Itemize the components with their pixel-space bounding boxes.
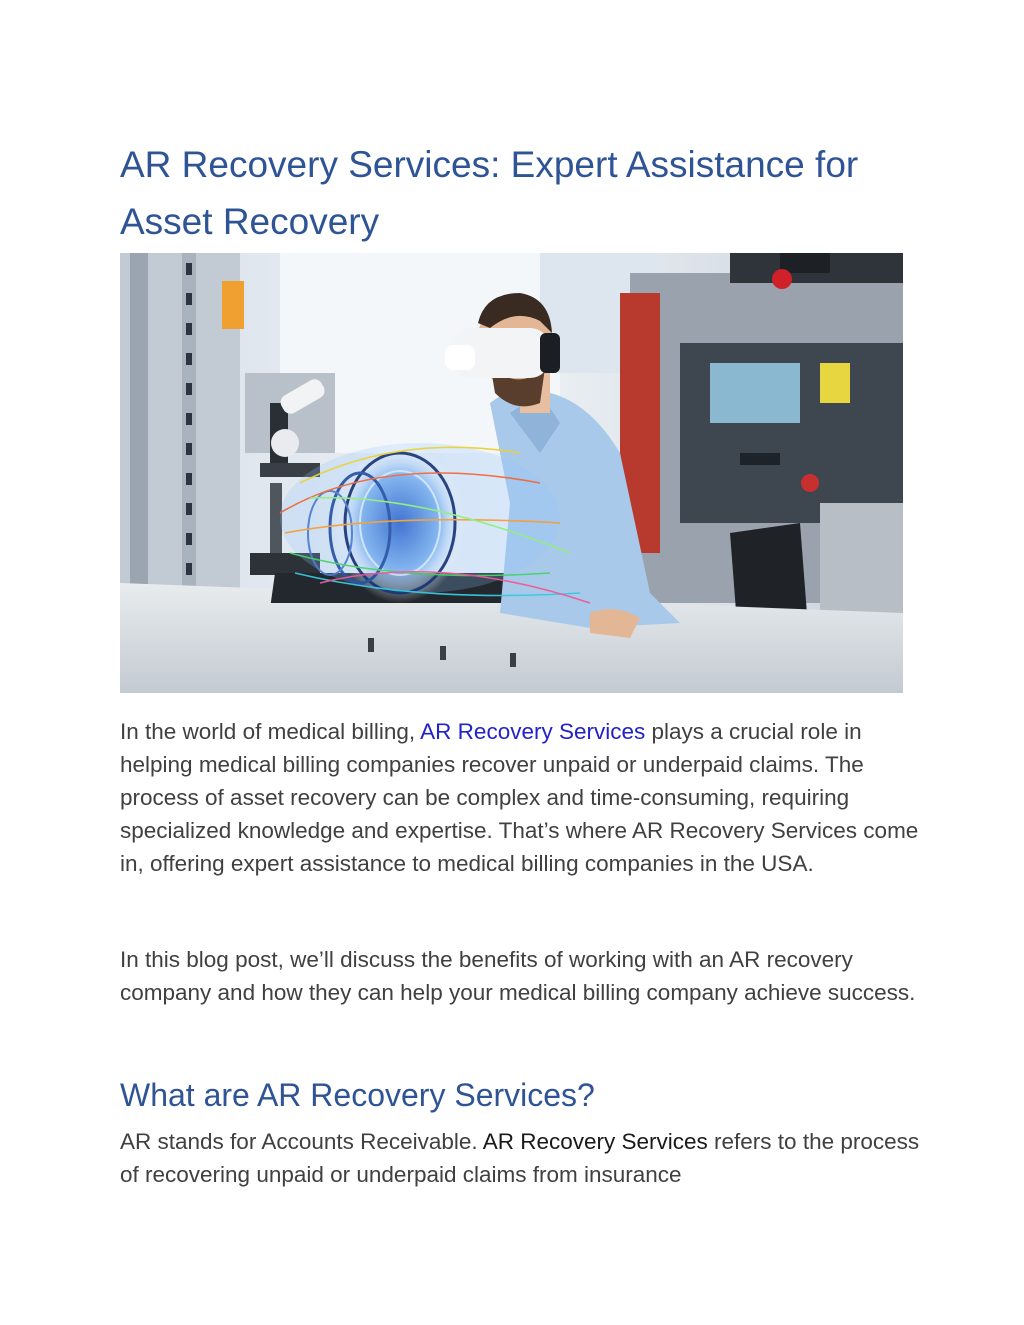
- hero-image: [120, 253, 903, 693]
- intro-paragraph: [120, 715, 920, 880]
- section-paragraph: [120, 1125, 920, 1191]
- ar-recovery-services-link[interactable]: AR Recovery Services: [420, 719, 646, 744]
- intro-text-end: plays a crucial role in helping medical billing companies recover unpaid or underpaid claims. The process of asset recovery can be complex and time-consuming, requiring specialized knowledge and expertise. That’s where AR Recovery Services come in, offering expert assistance to medical billing companies in the USA.: [120, 719, 919, 876]
- photo-vr-engineer-hologram-icon: [120, 253, 903, 693]
- section-text-end: refers to the process of recovering unpaid or underpaid claims from insurance: [120, 1129, 920, 1187]
- intro-text-start: In the world of medical billing,: [120, 719, 421, 744]
- section-ar-recovery-link[interactable]: AR Recovery Services: [482, 1129, 708, 1154]
- section-text-start: AR stands for Accounts Receivable.: [120, 1129, 483, 1154]
- second-paragraph: In this blog post, we’ll discuss the benefits of working with an AR recovery company and how they can help your medical billing company achieve success.: [120, 947, 916, 1005]
- section-heading: What are AR Recovery Services?: [120, 1077, 595, 1113]
- page-title: AR Recovery Services: Expert Assistance for Asset Recovery: [120, 144, 859, 242]
